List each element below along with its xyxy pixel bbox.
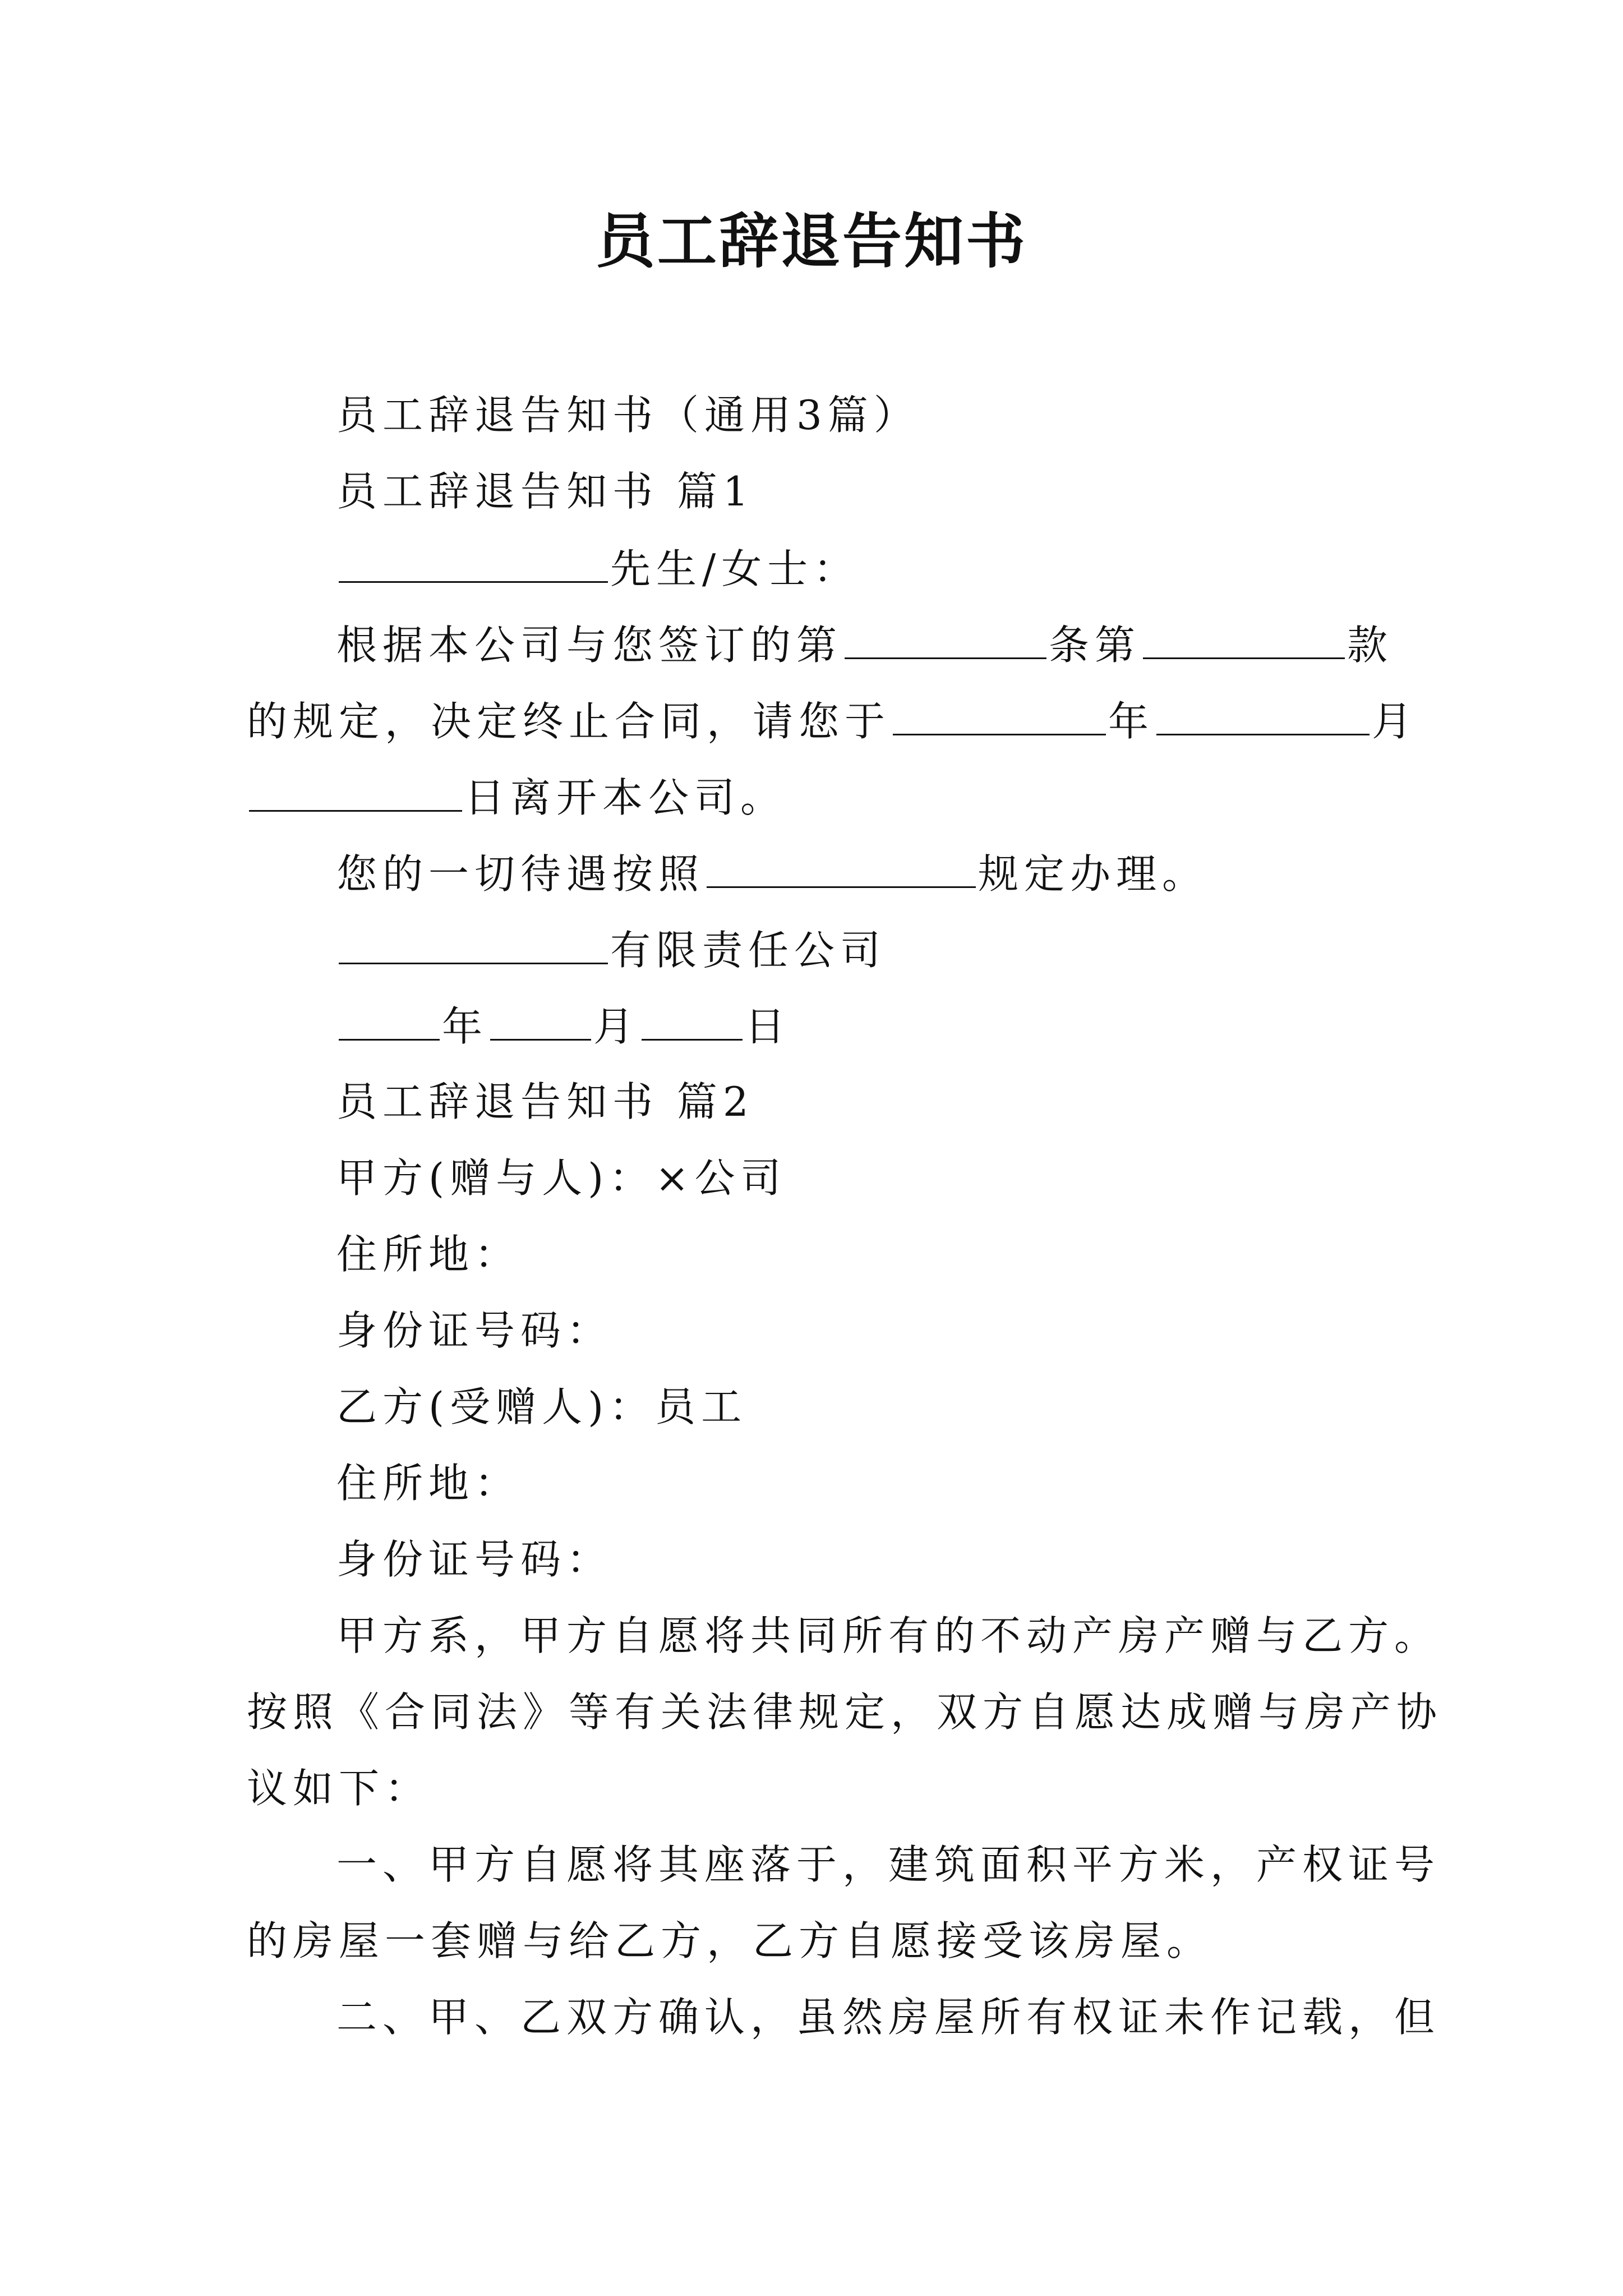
leave-year-blank	[893, 692, 1106, 735]
body-text-2a: 的规定，决定终止合同，请您于	[247, 698, 891, 745]
salutation-line	[336, 540, 1481, 597]
company-name-blank	[339, 921, 608, 964]
body-text-1b: 条第	[1049, 622, 1141, 669]
para-1-line-2: 按照《合同法》等有关法律规定，双方自愿达成赠与房产协	[247, 1688, 1443, 1736]
document-title: 员工辞退告知书	[596, 206, 1027, 276]
treatment-line	[247, 845, 1391, 902]
regulation-blank	[707, 845, 976, 888]
body-line-3	[247, 769, 1391, 826]
article-blank	[845, 616, 1046, 659]
intro-line: 员工辞退告知书（通用3篇）	[336, 392, 920, 439]
company-line	[336, 921, 1481, 978]
treatment-text-a: 您的一切待遇按照	[336, 850, 705, 898]
body-text-2b: 年	[1108, 698, 1155, 745]
party-b-id: 身份证号码：	[336, 1536, 613, 1583]
date-year-blank	[339, 997, 440, 1041]
clause-2-line-1: 二、甲、乙双方确认，虽然房屋所有权证未作记载，但	[336, 1994, 1441, 2041]
party-b-address: 住所地：	[336, 1460, 521, 1507]
clause-1-line-1: 一、甲方自愿将其座落于，建筑面积平方米，产权证号	[336, 1841, 1441, 1888]
leave-month-blank	[1156, 692, 1370, 735]
salutation-suffix: 先生/女士：	[610, 545, 860, 592]
body-text-2c: 月	[1372, 698, 1418, 745]
body-text-1a: 根据本公司与您签订的第	[336, 622, 843, 669]
party-a-line: 甲方(赠与人)：×公司	[336, 1154, 787, 1202]
clause-blank	[1143, 616, 1345, 659]
part1-heading: 员工辞退告知书 篇1	[336, 468, 754, 515]
date-year-label: 年	[442, 1003, 488, 1050]
company-suffix: 有限责任公司	[610, 927, 887, 974]
party-b-line: 乙方(受赠人)：员工	[336, 1383, 748, 1430]
body-line-2	[247, 692, 1418, 749]
leave-day-blank	[249, 769, 462, 812]
para-1-line-1: 甲方系，甲方自愿将共同所有的不动产房产赠与乙方。	[336, 1612, 1441, 1659]
date-day-label: 日	[745, 1003, 791, 1050]
para-1-line-3: 议如下：	[247, 1765, 431, 1812]
date-day-blank	[642, 997, 743, 1041]
clause-1-line-2: 的房屋一套赠与给乙方，乙方自愿接受该房屋。	[247, 1917, 1213, 1964]
party-a-address: 住所地：	[336, 1231, 521, 1278]
date-month-blank	[490, 997, 591, 1041]
date-month-label: 月	[593, 1003, 640, 1050]
part2-heading: 员工辞退告知书 篇2	[336, 1078, 754, 1125]
body-text-3: 日离开本公司。	[464, 774, 787, 821]
body-text-1c: 款	[1347, 622, 1394, 669]
name-blank	[339, 540, 608, 583]
treatment-text-b: 规定办理。	[978, 850, 1209, 898]
date-line	[336, 997, 1481, 1055]
party-a-id: 身份证号码：	[336, 1307, 613, 1354]
body-line-1	[247, 616, 1394, 673]
